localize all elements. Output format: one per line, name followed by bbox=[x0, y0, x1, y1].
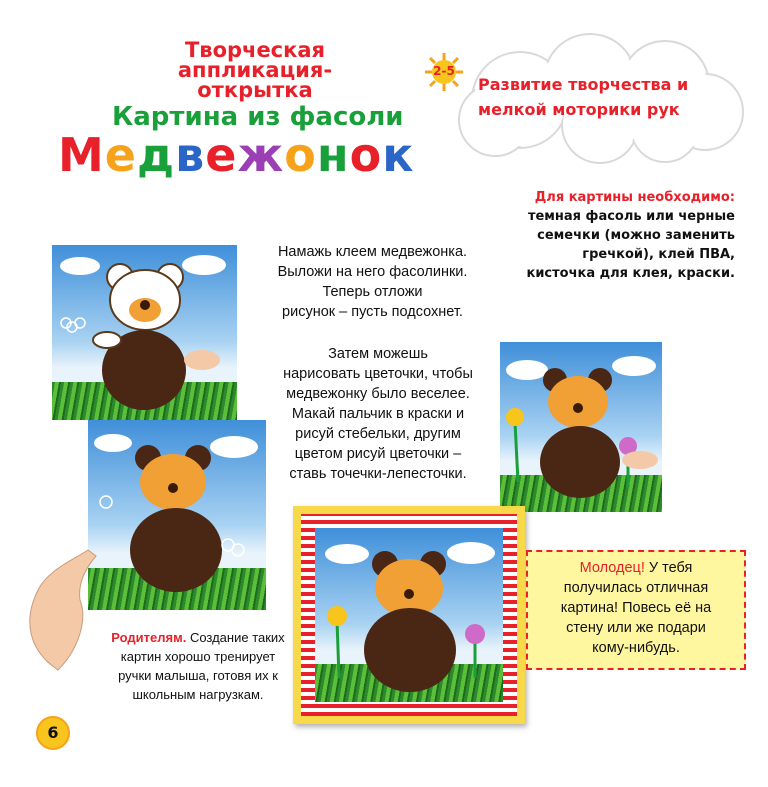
title-letter: в bbox=[175, 128, 206, 182]
praise-card: Молодец! У тебя получилась отличная картина! Повесь её на стену или же подари кому-нибудь. bbox=[526, 550, 746, 670]
page-number-badge bbox=[36, 716, 70, 750]
final-picture-frame bbox=[293, 506, 525, 724]
step1-text: Намажь клеем медвежонка. Выложи на него фасолинки. Теперь отложи рисунок – пусть подсохнет. bbox=[277, 244, 468, 320]
bear-outline-image bbox=[52, 245, 237, 420]
materials-block: Для картины необходимо: темная фасоль или черные семечки (можно заменить гречкой), клей ПВА, кисточка для клея, краски. bbox=[480, 188, 735, 283]
parents-label: Родителям. bbox=[111, 630, 187, 645]
page-number: 6 bbox=[47, 723, 59, 742]
photo-step1 bbox=[52, 245, 237, 420]
title-letter: е bbox=[104, 128, 137, 182]
hand-illustration bbox=[18, 540, 108, 680]
title-letter: е bbox=[205, 128, 238, 182]
title-letter: ж bbox=[237, 128, 285, 182]
bear-flowers-image bbox=[500, 342, 662, 512]
photo-step2 bbox=[88, 420, 266, 610]
praise-label: Молодец! bbox=[579, 560, 645, 576]
title-line-1: Творческая bbox=[184, 38, 326, 62]
photo-step3 bbox=[500, 342, 662, 512]
bear-beans-image bbox=[88, 420, 266, 610]
title-line-3: открытка bbox=[197, 78, 313, 102]
title-line-2: аппликация- bbox=[177, 58, 333, 82]
cloud-banner bbox=[450, 30, 750, 165]
parents-note: Родителям. Создание таких картин хорошо тренирует ручки малыша, готовя их к школьным нагрузкам. bbox=[111, 630, 285, 702]
title-letter: М bbox=[58, 128, 105, 182]
title-block bbox=[150, 40, 360, 100]
title-letter: о bbox=[284, 128, 317, 182]
title-letter: н bbox=[316, 128, 350, 182]
main-title bbox=[58, 128, 414, 182]
age-label: 2-5 bbox=[433, 64, 455, 78]
final-bear-image bbox=[315, 528, 503, 702]
title-letter: о bbox=[349, 128, 383, 182]
cloud-text: Развитие творчества и мелкой моторики рук bbox=[478, 75, 689, 119]
title-letter: к bbox=[382, 128, 415, 182]
title-letter: д bbox=[136, 128, 176, 182]
materials-heading: Для картины необходимо: bbox=[534, 190, 735, 205]
final-picture bbox=[315, 528, 503, 702]
subtitle: Картина из фасоли bbox=[112, 102, 404, 132]
step2-text: Затем можешь нарисовать цветочки, чтобы медвежонку было веселее. Макай пальчик в краски и рисуй стебельки, другим цветом рисуй цветочки – ставь точечки-лепесточки. bbox=[283, 346, 473, 482]
